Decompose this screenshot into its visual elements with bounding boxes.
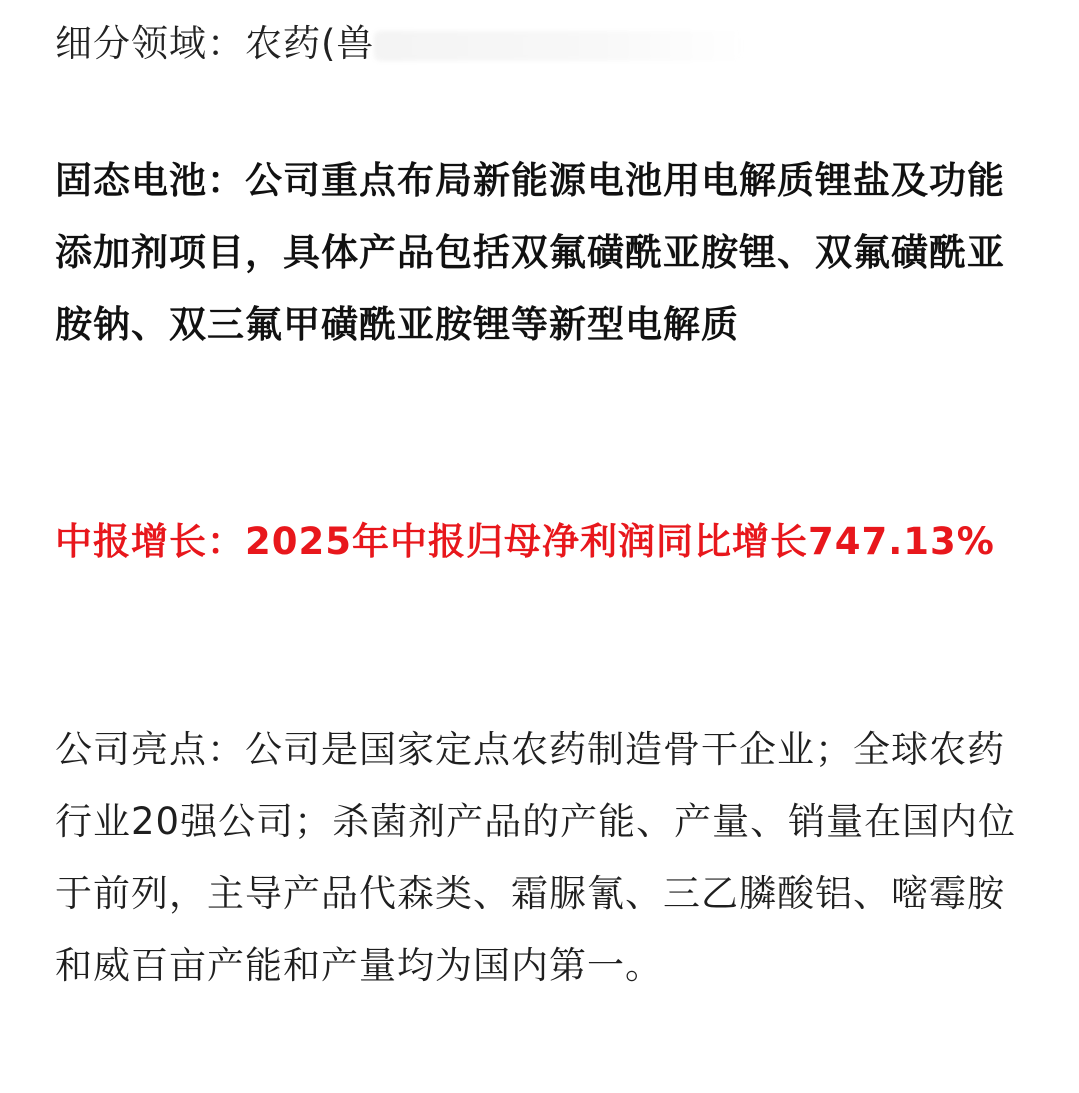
- interim-growth-paragraph: 中报增长：2025年中报归母净利润同比增长747.13%: [55, 520, 995, 563]
- solid-state-battery-paragraph: 固态电池：公司重点布局新能源电池用电解质锂盐及功能添加剂项目，具体产品包括双氟磺酰亚胺锂、双氟磺酰亚胺钠、双三氟甲磺酰亚胺锂等新型电解质: [55, 159, 1005, 346]
- subfield-value: 农药(兽: [245, 22, 375, 65]
- subfield-label: 细分领域：: [55, 22, 245, 65]
- subfield-paragraph: [55, 8, 1030, 80]
- redacted-text-mask: [374, 31, 744, 61]
- company-highlights-paragraph: 公司亮点：公司是国家定点农药制造骨干企业；全球农药行业20强公司；杀菌剂产品的产能、产量、销量在国内位于前列，主导产品代森类、霜脲氰、三乙膦酸铝、嘧霉胺和威百亩产能和产量均为国内第一。: [55, 728, 1017, 987]
